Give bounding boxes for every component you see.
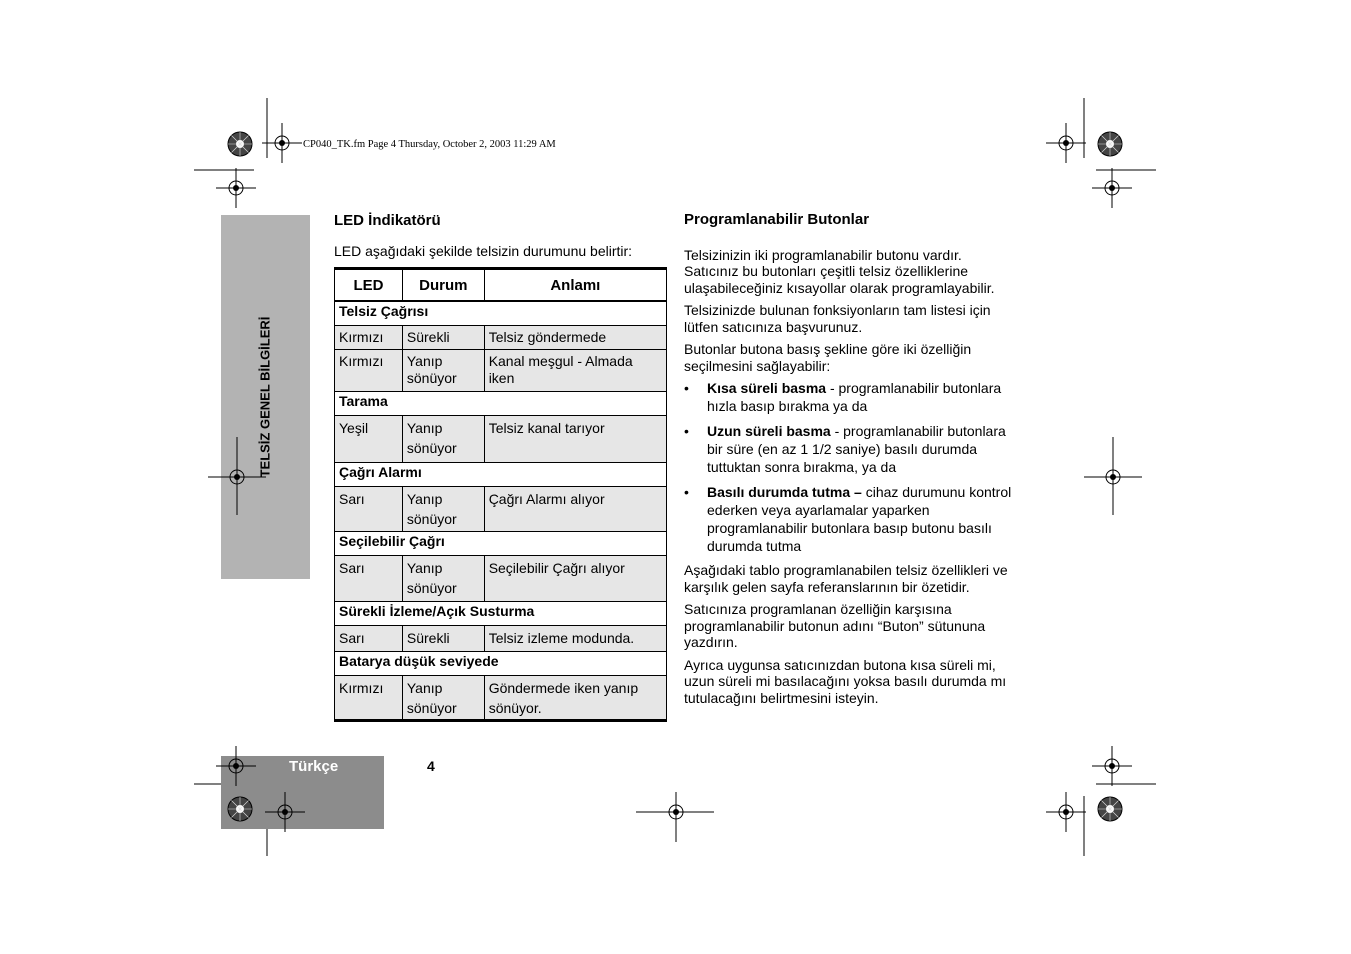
- page-number: 4: [427, 758, 435, 774]
- cell-anlami: Telsiz göndermede: [484, 326, 666, 350]
- crosshair-mark-icon: [208, 437, 268, 517]
- starburst-mark-icon: [222, 795, 258, 825]
- paragraph: Ayrıca uygunsa satıcınızdan butona kısa süreli mi, uzun süreli mi basılacağını yoksa basılı durumda mı tutulacağını belirtmesini isteyin.: [684, 656, 1007, 706]
- bullet-term: Kısa süreli basma: [707, 380, 827, 396]
- cell-led: Kırmızı: [335, 350, 403, 392]
- led-section-title: LED İndikatörü: [334, 212, 441, 229]
- section-name: Seçilebilir Çağrı: [335, 532, 667, 556]
- table-row: [335, 350, 667, 392]
- cell-durum: Sürekli: [402, 326, 484, 350]
- header-led: LED: [335, 269, 403, 302]
- section-row: [335, 652, 667, 676]
- header-anlami: Anlamı: [484, 269, 666, 302]
- bullet-icon: •: [684, 484, 689, 500]
- section-name: Tarama: [335, 392, 667, 416]
- programmable-buttons-section: [684, 212, 1019, 712]
- bullet-text: cihaz durumunu kontrol ederken veya ayarlamalar yaparken programlanabilir butonlara basıp butonu basılı durumda tutma: [707, 484, 1012, 554]
- cell-durum: Yanıp sönüyor: [402, 416, 484, 463]
- paragraph: Telsizinizin iki programlanabilir butonu vardır. Satıcınız bu butonları çeşitli telsiz özelliklerine ulaşabileceğiniz kısayollar olarak programlayabilir.: [684, 246, 995, 296]
- table-row: [335, 416, 667, 463]
- crosshair-mark-icon: [216, 746, 256, 786]
- section-row: [335, 532, 667, 556]
- starburst-mark-icon: [222, 130, 258, 160]
- crosshair-mark-icon: [1092, 746, 1132, 786]
- bullet-list: [684, 379, 1019, 555]
- paragraph: Telsizinizde bulunan fonksiyonların tam listesi için lütfen satıcınıza başvurunuz.: [684, 302, 991, 335]
- cell-durum: Yanıp sönüyor: [402, 350, 484, 392]
- table-row: [335, 556, 667, 602]
- table-row: [335, 326, 667, 350]
- crosshair-mark-icon: [636, 792, 716, 844]
- paragraph: Satıcınıza programlanan özelliğin karşısına programlanabilir butonun adını “Buton” sütununa yazdırın.: [684, 601, 986, 650]
- list-item: [684, 483, 1019, 555]
- crosshair-mark-icon: [1046, 123, 1086, 163]
- cell-durum: Yanıp sönüyor: [402, 487, 484, 532]
- crosshair-mark-icon: [262, 123, 302, 163]
- starburst-mark-icon: [1092, 130, 1128, 160]
- side-tab: [221, 215, 310, 579]
- side-tab-label: TELSİZ GENEL BİLGİLERİ: [257, 316, 273, 478]
- cell-anlami: Telsiz kanal tarıyor: [484, 416, 666, 463]
- crosshair-mark-icon: [1046, 792, 1086, 832]
- cell-led: Yeşil: [335, 416, 403, 463]
- bullet-text: - programlanabilir butonlara hızla basıp bırakma ya da: [707, 380, 1002, 414]
- crosshair-mark-icon: [1084, 437, 1144, 517]
- language-label: Türkçe: [289, 758, 339, 775]
- crosshair-mark-icon: [216, 168, 256, 208]
- header-durum: Durum: [402, 269, 484, 302]
- cell-anlami: Göndermede iken yanıp sönüyor.: [484, 676, 666, 721]
- led-intro: LED aşağıdaki şekilde telsizin durumunu belirtir:: [334, 243, 633, 259]
- section-name: Çağrı Alarmı: [335, 463, 667, 487]
- cell-anlami: Seçilebilir Çağrı alıyor: [484, 556, 666, 602]
- table-row: [335, 487, 667, 532]
- cell-led: Sarı: [335, 487, 403, 532]
- section-name: Batarya düşük seviyede: [335, 652, 667, 676]
- cell-anlami: Kanal meşgul - Almada iken: [484, 350, 666, 392]
- section-name: Telsiz Çağrısı: [335, 301, 667, 326]
- cell-anlami: Telsiz izleme modunda.: [484, 626, 666, 652]
- led-table: [334, 267, 667, 722]
- bullet-text: - programlanabilir butonlara bir süre (en az 1 1/2 saniye) basılı durumda tuttuktan sonra bırakma, ya da: [707, 423, 1006, 475]
- section-row: [335, 463, 667, 487]
- bullet-icon: •: [684, 423, 689, 439]
- cell-durum: Sürekli: [402, 626, 484, 652]
- list-item: [684, 379, 1019, 415]
- list-item: [684, 422, 1019, 476]
- section-row: [335, 301, 667, 326]
- crosshair-mark-icon: [1092, 168, 1132, 208]
- section-row: [335, 602, 667, 626]
- crosshair-mark-icon: [265, 792, 305, 832]
- table-row: [335, 626, 667, 652]
- buttons-section-title: Programlanabilir Butonlar: [684, 211, 870, 228]
- starburst-mark-icon: [1092, 795, 1128, 825]
- cell-durum: Yanıp sönüyor: [402, 676, 484, 721]
- cell-durum: Yanıp sönüyor: [402, 556, 484, 602]
- cell-led: Kırmızı: [335, 326, 403, 350]
- file-header: CP040_TK.fm Page 4 Thursday, October 2, 2003 11:29 AM: [303, 139, 556, 150]
- cell-led: Kırmızı: [335, 676, 403, 721]
- cell-led: Sarı: [335, 626, 403, 652]
- bullet-icon: •: [684, 380, 689, 396]
- paragraph: Butonlar butona basış şekline göre iki özelliğin seçilmesini sağlayabilir:: [684, 341, 972, 374]
- table-row: [335, 676, 667, 721]
- section-row: [335, 392, 667, 416]
- table-header-row: [335, 269, 667, 302]
- cell-anlami: Çağrı Alarmı alıyor: [484, 487, 666, 532]
- cell-led: Sarı: [335, 556, 403, 602]
- paragraph: Aşağıdaki tablo programlanabilen telsiz özellikleri ve karşılık gelen sayfa referanslarının bir özetidir.: [684, 562, 1008, 595]
- bullet-term: Basılı durumda tutma –: [707, 484, 862, 500]
- bullet-term: Uzun süreli basma: [707, 423, 831, 439]
- section-name: Sürekli İzleme/Açık Susturma: [335, 602, 667, 626]
